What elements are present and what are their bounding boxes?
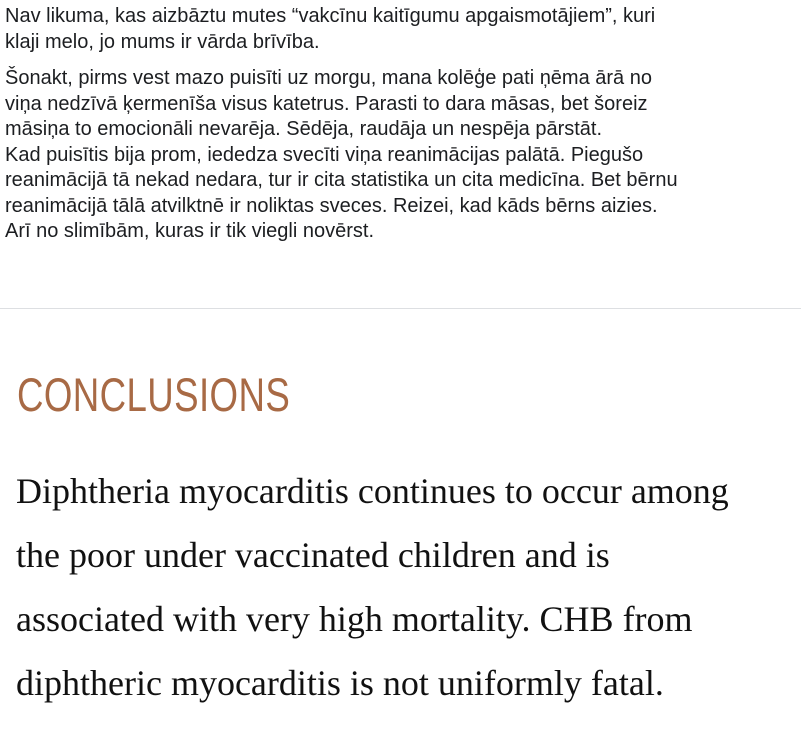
post-paragraph-2: [5, 66, 795, 245]
post-line: māsiņa to emocionāli nevarēja. Sēdēja, raudāja un nespēja pārstāt.: [5, 118, 603, 140]
post-line: reanimācijā tālā atvilktnē ir noliktas sveces. Reizei, kad kāds bērns aizies.: [5, 194, 658, 217]
post-paragraph-1: [5, 4, 795, 55]
post-line: Arī no slimībām, kuras ir tik viegli novērst.: [5, 220, 374, 242]
post-line: klaji melo, jo mums ir vārda brīvība.: [5, 30, 320, 53]
post-line: Šonakt, pirms vest mazo puisīti uz morgu, mana kolēģe pati ņēma ārā no: [5, 67, 652, 89]
conclusions-line: Diphtheria myocarditis continues to occur among: [16, 471, 729, 511]
post-text: [5, 4, 795, 245]
post-line: Nav likuma, kas aizbāztu mutes “vakcīnu kaitīgumu apgaismotājiem”, kuri: [5, 5, 656, 27]
post-line: reanimācijā tā nekad nedara, tur ir cita statistika un cita medicīna. Bet bērnu: [5, 169, 678, 191]
conclusions-line: diphtheric myocarditis is not uniformly fatal.: [16, 663, 664, 703]
attached-image[interactable]: [0, 309, 801, 746]
conclusions-heading: CONCLUSIONS: [17, 368, 291, 421]
conclusions-line: the poor under vaccinated children and is: [16, 535, 610, 575]
post-line: viņa nedzīvā ķermenīša visus katetrus. Parasti to dara māsas, bet šoreiz: [5, 92, 648, 115]
conclusions-text: [16, 459, 796, 715]
post-line: Kad puisītis bija prom, iededza svecīti viņa reanimācijas palātā. Piegušo: [5, 143, 644, 166]
conclusions-line: associated with very high mortality. CHB from: [16, 599, 693, 639]
